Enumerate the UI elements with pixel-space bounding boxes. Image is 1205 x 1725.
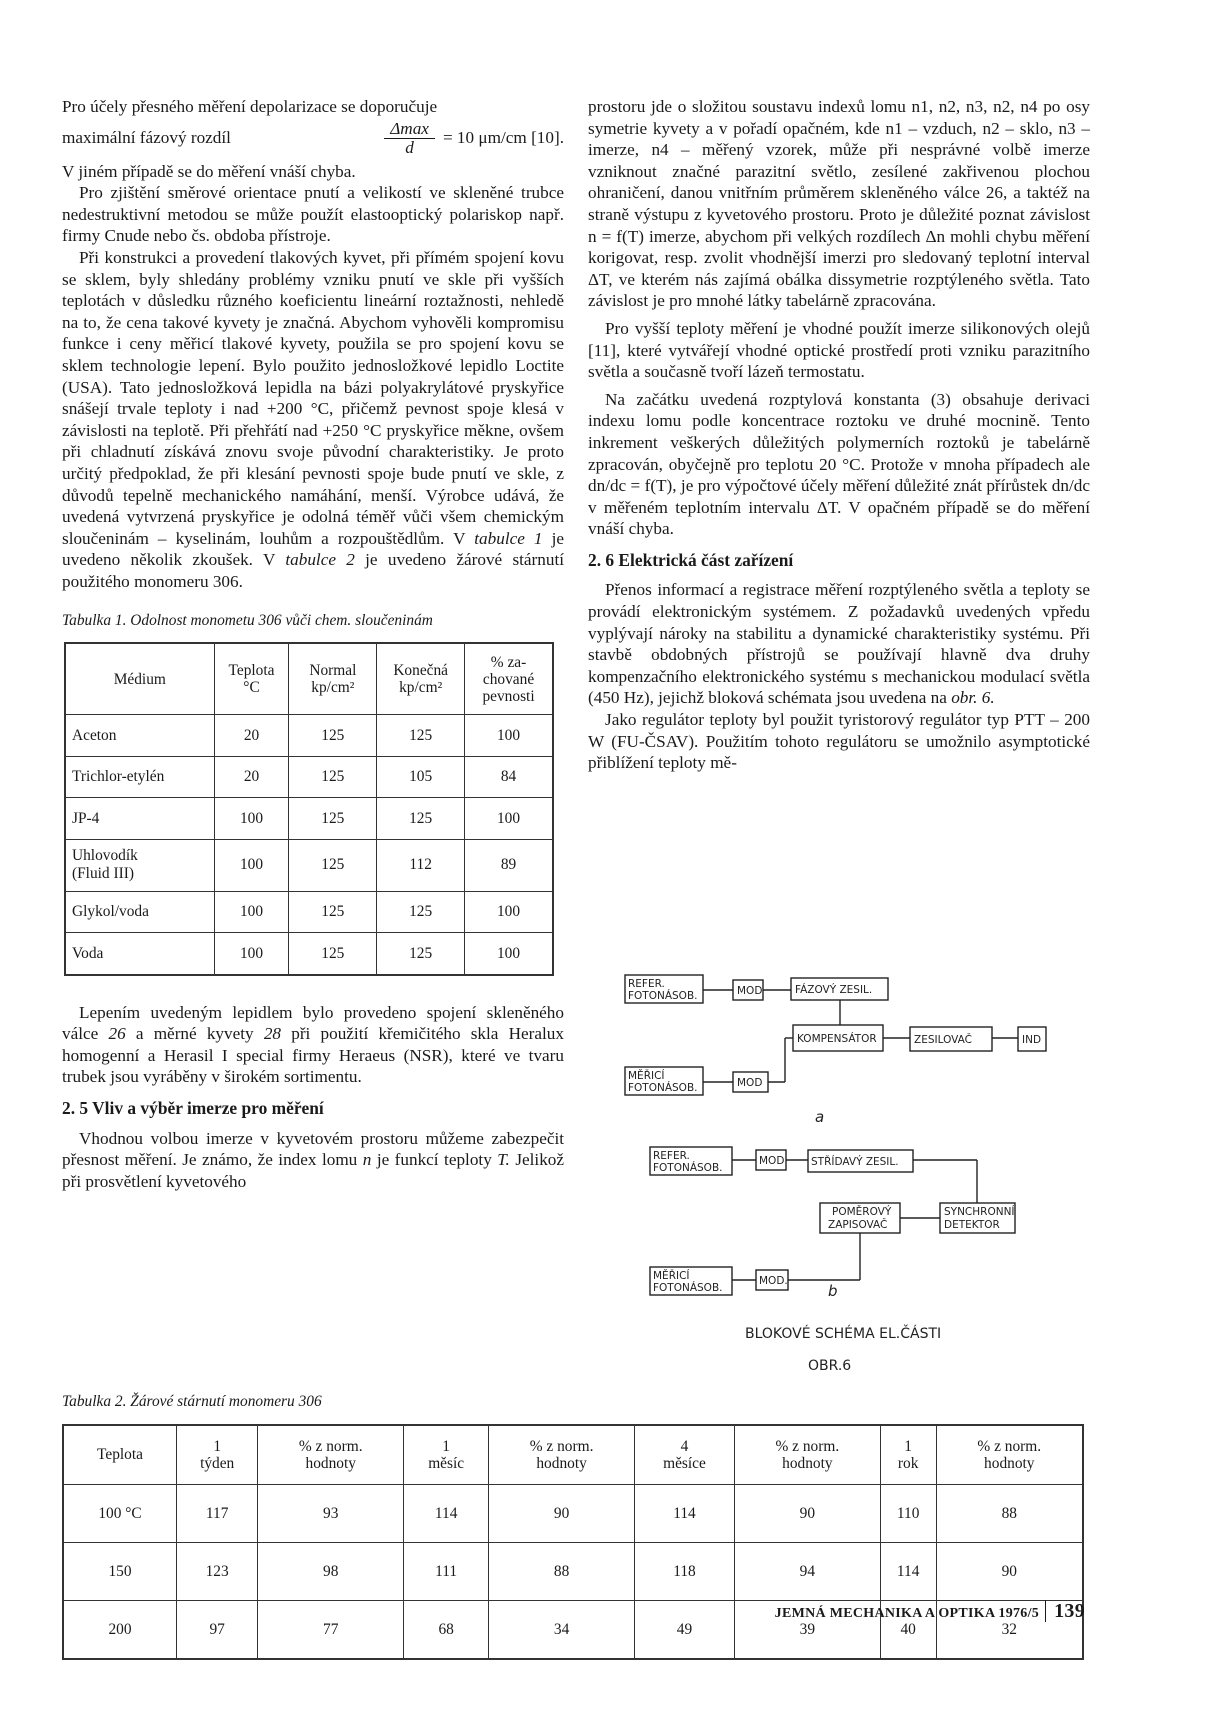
paragraph: Jako regulátor teploty byl použit tyristorový regulátor typ PTT – 200 W (FU-ČSAV). Použitím tohoto regulátoru se umožnilo asymptotické přiblížení teploty mě- (588, 710, 1090, 773)
text: Pro účely přesného měření depolarizace se doporučuje (62, 97, 438, 116)
formula-rhs: = 10 μm/cm [10]. (442, 128, 564, 148)
cell: 49 (634, 1601, 734, 1660)
header-cell (880, 1425, 936, 1485)
paragraph (62, 1002, 564, 1088)
cell: 20 (214, 756, 289, 798)
diagram-label: MOD (759, 1155, 785, 1167)
text: °C (243, 679, 260, 697)
symbol: n (362, 1150, 372, 1170)
header-cell (177, 1425, 258, 1485)
cell: 100 (465, 891, 553, 933)
paragraph (62, 96, 564, 118)
cell: 125 (289, 933, 377, 975)
header-cell (63, 1425, 177, 1485)
cell: 68 (404, 1601, 489, 1660)
text: % z norm. (298, 1437, 363, 1455)
formula (62, 120, 564, 157)
cell: 150 (63, 1543, 177, 1601)
cell: 125 (377, 798, 465, 840)
diagram-title: BLOKOVÉ SCHÉMA EL.ČÁSTI (745, 1326, 942, 1342)
cell: 117 (177, 1485, 258, 1543)
table2 (62, 1424, 1084, 1660)
text: 4 (680, 1437, 689, 1455)
formula-label: maximální fázový rozdíl (62, 128, 231, 148)
text: Vhodnou volbou imerze v kyvetovém prostoru můžeme zabezpečit přesnost měření. Je známo, že index lomu (62, 1128, 564, 1170)
diagram-label: FOTONÁSOB. (653, 1162, 723, 1174)
text: Lepením uvedeným lepidlem bylo provedeno spojení skleněného válce (62, 1002, 564, 1044)
cell: 100 °C (63, 1485, 177, 1543)
diagram-label: REFER. (653, 1150, 690, 1162)
diagram-label: MOD. (759, 1275, 788, 1287)
diagram-label: MĚŘICÍ (653, 1270, 690, 1282)
table-row (65, 839, 553, 891)
text: kp/cm² (399, 679, 443, 697)
cell: 89 (465, 839, 553, 891)
text: V (453, 528, 466, 548)
text: kp/cm² (311, 679, 355, 697)
cell: 125 (289, 839, 377, 891)
text: hodnoty (984, 1455, 1035, 1472)
text: V jiném případě se do měření vnáší chyba. (62, 161, 356, 181)
header-cell (734, 1425, 880, 1485)
diagram-label: MOD (737, 985, 763, 997)
text: hodnoty (305, 1455, 356, 1472)
cell (65, 839, 214, 891)
block-diagram (610, 960, 1090, 1380)
text: pevnosti (482, 687, 535, 705)
cell: 110 (880, 1485, 936, 1543)
text: je uvedeno žárové stárnutí použitého monomeru 306. (62, 550, 565, 591)
symbol: T. (497, 1150, 510, 1170)
cell: 114 (880, 1543, 936, 1601)
text: 1 (904, 1437, 912, 1455)
paragraph (588, 579, 1090, 709)
paragraph (62, 1128, 564, 1193)
text: V (262, 550, 276, 570)
cell: 125 (377, 891, 465, 933)
table-ref: tabulce 2 (285, 550, 355, 570)
cell: 88 (936, 1485, 1083, 1543)
right-column (588, 96, 1090, 774)
cell: 90 (936, 1543, 1083, 1601)
diagram-label: MOD (737, 1077, 763, 1089)
header-cell (258, 1425, 404, 1485)
text: % za- (490, 653, 527, 671)
cell: JP-4 (65, 798, 214, 840)
figure-number: OBR.6 (808, 1358, 852, 1374)
diagram-label: FOTONÁSOB. (628, 990, 698, 1002)
table-row (65, 756, 553, 798)
text: hodnoty (536, 1455, 587, 1472)
cell: 97 (177, 1601, 258, 1660)
text: měsíc (428, 1455, 465, 1472)
cell: Aceton (65, 715, 214, 757)
diagram-label: MĚŘICÍ (628, 1070, 665, 1082)
cell: 125 (377, 715, 465, 757)
table-row (65, 715, 553, 757)
cell: 90 (734, 1485, 880, 1543)
paragraph: Na začátku uvedená rozptylová konstanta (3) obsahuje derivaci indexu lomu podle koncentrace roztoku ve druhé mocnině. Tento inkrement veškerých důležitých polymerních roztoků je tabelárně zpracován, obyčejně pro teplotu 20 °C. Protože v mnoha případech ale dn/dc = f(T), je pro výpočtové účely měření důležité znát přírůstek dn/dc v měřeném teplotním intervalu ΔT. V opačném případě se do měření vnáší chyba. (588, 389, 1090, 539)
text: (Fluid III) (72, 865, 134, 883)
text: a měrné kyvety (135, 1024, 254, 1044)
diagram-label: REFER. (628, 978, 665, 990)
cell: 125 (377, 933, 465, 975)
text: % z norm. (977, 1437, 1042, 1455)
paragraph: Pro zjištění směrové orientace pnutí a velikostí ve skleněné trubce nedestruktivní metodou se může použít elastooptický polariskop např. firmy Cnude nebo čs. obdoba přístroje. (62, 183, 564, 246)
diagram-sub-label: a (815, 1108, 825, 1126)
text: Teplota (228, 662, 275, 680)
block-diagram-svg (610, 960, 1090, 1380)
cell: 98 (258, 1543, 404, 1601)
cell: 125 (289, 756, 377, 798)
paragraph (62, 161, 564, 183)
cell: 100 (214, 798, 289, 840)
diagram-label: ZESILOVAČ (914, 1034, 972, 1046)
text: 1 (213, 1437, 222, 1455)
cell: 125 (289, 891, 377, 933)
table-header-row (65, 643, 553, 715)
cell: 77 (258, 1601, 404, 1660)
cell: 125 (289, 715, 377, 757)
cell: 88 (489, 1543, 635, 1601)
left-column (62, 96, 564, 1192)
paragraph: Pro vyšší teploty měření je vhodné použít imerze silikonových olejů [11], které vytvářejí vhodné optické prostředí proti vzniku parazitního světla a současně tvoří lázeň termostatu. (588, 318, 1090, 382)
diagram-label: DETEKTOR (944, 1219, 1000, 1231)
text: Při konstrukci a provedení tlakových kyvet, při přímém spojení kovu se sklem, byly shledány problémy vzniku pnutí ve skle při vyšších teplotách v důsledku různého koeficientu lineární roztažnosti, nehledě na to, že cena takové kyvety je značná. Abychom vyhověli kompromisu funkce i ceny měřicí tlakové kyvety, použila se pro spojení kovu se sklem technologie lepení. Bylo použito jednosložkové lepidlo Loctite (USA). Tato jednosložková lepidla na bázi polyakrylátové pryskyřice snášejí trvale teploty i nad +200 °C, přičemž pevnost spoje klesá v závislosti na teplotě. Při přehřátí nad +250 °C pryskyřice měkne, ovšem při chladnutí získává znovu svoje původní charakteristiky. Je proto určitý předpoklad, že při klesání pevnosti spoje bude pnutí ve skle, z důvodů tepelně mechanického namáhání, menší. Výrobce udává, že uvedená vytvrzená pryskyřice je odolná téměř vůči všem chemickým sloučeninám – kyselinám, louhům a rozpouštědlům. (62, 247, 564, 548)
page-footer (775, 1600, 1085, 1623)
table-ref: tabulce 1 (474, 528, 543, 548)
cell: 100 (465, 933, 553, 975)
header-cell (214, 643, 289, 715)
text: % z norm. (529, 1437, 594, 1455)
diagram-label: KOMPENSÁTOR (797, 1033, 877, 1045)
text: při použití křemičitého skla Heralux homogenní a Herasil I special firmy Heraeus (NSR), které ve tvaru trubek jsou vyráběny v širokém sortimentu. (62, 1024, 564, 1087)
text: Jelikož při prosvětlení kyvetového (62, 1150, 565, 1191)
text: Normal (309, 662, 357, 680)
cell: 123 (177, 1543, 258, 1601)
diagram-label: POMĚROVÝ (832, 1206, 892, 1218)
table-row (65, 933, 553, 975)
cell: 114 (634, 1485, 734, 1543)
diagram-label: FÁZOVÝ ZESIL. (795, 984, 873, 996)
fraction-numerator: Δmax (384, 120, 435, 139)
text: chované (482, 670, 535, 688)
text: je uvedeno několik zkoušek. (62, 528, 565, 570)
table1-caption: Tabulka 1. Odolnost monometu 306 vůči chem. sloučeninám (62, 612, 433, 630)
cell: 100 (214, 839, 289, 891)
fraction-denominator: d (405, 137, 414, 157)
diagram-label: STŘÍDAVÝ ZESIL. (811, 1156, 899, 1168)
cell: 34 (489, 1601, 635, 1660)
table-row (63, 1485, 1083, 1543)
header-cell (404, 1425, 489, 1485)
cell: 90 (489, 1485, 635, 1543)
cell: 111 (404, 1543, 489, 1601)
header-cell (634, 1425, 734, 1485)
cell: 125 (289, 798, 377, 840)
cell: 114 (404, 1485, 489, 1543)
diagram-label: SYNCHRONNÍ (944, 1206, 1015, 1218)
text: % z norm. (775, 1437, 840, 1455)
text: hodnoty (782, 1455, 833, 1472)
page-number: 139 (1045, 1600, 1085, 1622)
cell: 100 (214, 933, 289, 975)
text: Teplota (97, 1446, 143, 1464)
journal-name: JEMNÁ MECHANIKA A OPTIKA 1976/5 (774, 1606, 1040, 1621)
diagram-label: ZAPISOVAČ (828, 1219, 888, 1231)
section-heading: 2. 5 Vliv a výběr imerze pro měření (62, 1097, 324, 1118)
diagram-label: FOTONÁSOB. (653, 1282, 723, 1294)
cell: Glykol/voda (65, 891, 214, 933)
table-row (65, 798, 553, 840)
reference-number: 28 (263, 1024, 282, 1044)
text: týden (200, 1455, 235, 1472)
section-heading: 2. 6 Elektrická část zařízení (588, 549, 794, 570)
cell: 100 (214, 891, 289, 933)
cell: 84 (465, 756, 553, 798)
text: rok (897, 1455, 919, 1472)
diagram-sub-label: b (828, 1282, 838, 1300)
figure-ref: obr. 6. (951, 688, 995, 708)
cell: 94 (734, 1543, 880, 1601)
paragraph: prostoru jde o složitou soustavu indexů lomu n1, n2, n3, n2, n4 po osy symetrie kyvety a v pořadí opačném, kde n1 – vzduch, n2 – sklo, n3 – imerze, n4 – měřený vzorek, může při nesprávné volbě imerze vzniknout značné parazitní světlo, zesílené zakřivenou plochou ohraničení, danou vnitřním průměrem skleněného válce 26, a taktéž na straně výstupu z kyvetového prostoru. Proto je důležité poznat závislost n = f(T) imerze, abychom při velkých rozdílech Δn mohli chybu měření korigovat, resp. zvolit vhodnější imerzi pro sledovaný teplotní interval ΔT, ve kterém nás zajímá obálka dissymetrie rozptýleného světla. Tato závislost je pro mnohé látky tabelárně zpracována. (588, 97, 1090, 311)
reference-number: 26 (108, 1024, 126, 1044)
cell: 100 (465, 798, 553, 840)
cell: 100 (465, 715, 553, 757)
fraction (384, 120, 435, 157)
cell: 32 (936, 1601, 1083, 1660)
cell: 118 (634, 1543, 734, 1601)
header-cell (936, 1425, 1083, 1485)
header-cell: Médium (65, 643, 214, 715)
cell: 105 (377, 756, 465, 798)
cell: 200 (63, 1601, 177, 1660)
cell: 20 (214, 715, 289, 757)
text: 1 (442, 1437, 450, 1455)
cell: 93 (258, 1485, 404, 1543)
cell: 39 (734, 1601, 880, 1660)
cell: Voda (65, 933, 214, 975)
header-cell (377, 643, 465, 715)
cell: Trichlor-etylén (65, 756, 214, 798)
table2-caption: Tabulka 2. Žárové stárnutí monomeru 306 (62, 1393, 322, 1410)
paragraph (62, 247, 564, 593)
text: měsíce (663, 1455, 706, 1472)
table1 (64, 642, 554, 976)
text: je funkcí teploty (376, 1150, 492, 1170)
table-header-row (63, 1425, 1083, 1485)
diagram-label: FOTONÁSOB. (628, 1082, 698, 1094)
diagram-label: IND (1022, 1034, 1042, 1046)
header-cell (489, 1425, 635, 1485)
header-cell (465, 643, 553, 715)
text: Konečná (393, 662, 449, 680)
header-cell (289, 643, 377, 715)
text: Přenos informací a registrace měření rozptýleného světla a teploty se provádí elektronickým systémem. Z požadavků uvedených vpředu vyplývají nároky na stabilitu a dynamické charakteristiky systému. Při stavbě obdobných přístrojů se používají hlavně dva druhy kompenzačního elektronického systému s mechanickou modulací světla (450 Hz), jejichž bloková schémata jsou uvedena na (588, 580, 1090, 708)
cell: 40 (880, 1601, 936, 1660)
table-row (63, 1543, 1083, 1601)
table-row (65, 891, 553, 933)
cell: 112 (377, 839, 465, 891)
text: Uhlovodík (72, 847, 138, 865)
